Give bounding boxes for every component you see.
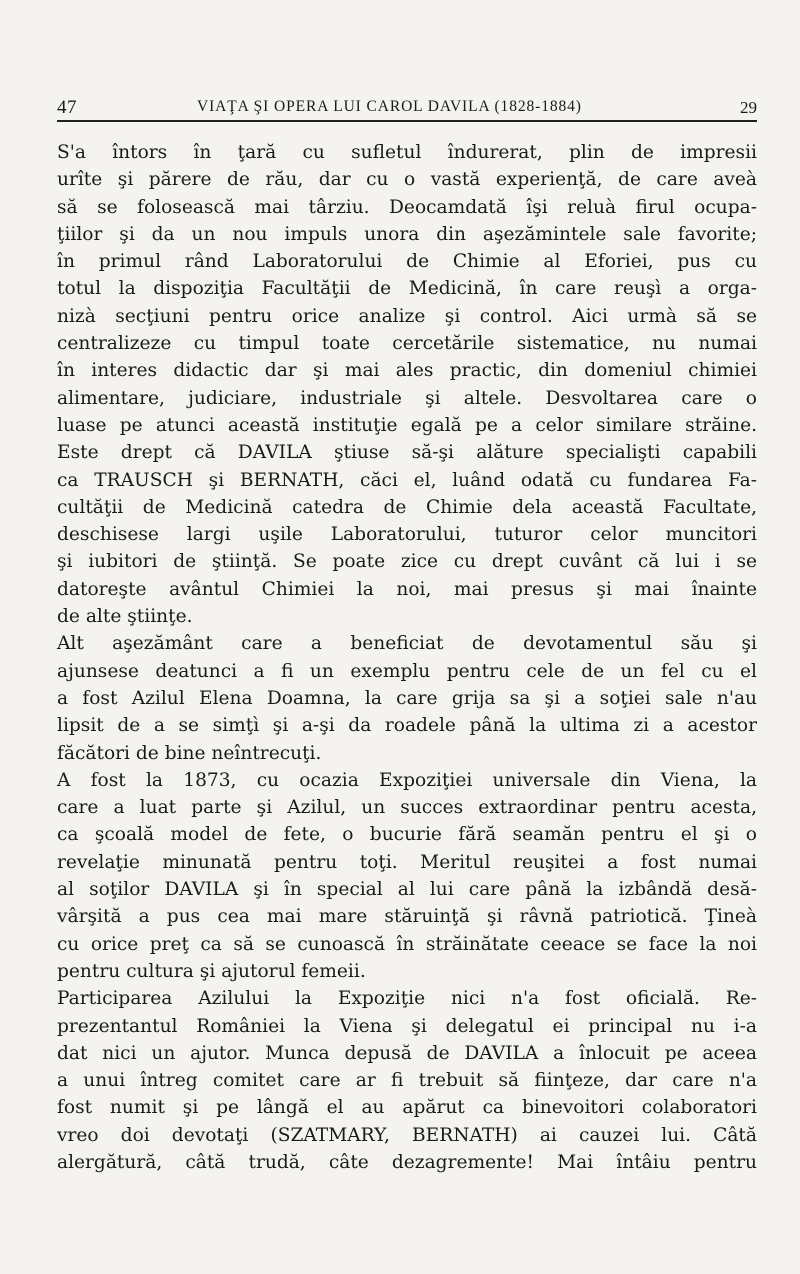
text-line: Participarea Azilului la Expoziţie nici n'a fost oficială. Re- [57,988,757,1010]
text-line: a unui întreg comitet care ar fi trebuit să fiinţeze, dar care n'a [57,1070,757,1092]
text-line: cultăţii de Medicină catedra de Chimie dela această Facultate, [57,496,757,518]
text-line: şi iubitori de ştiinţă. Se poate zice cu drept cuvânt că lui i se [57,551,757,573]
running-title: VIAŢA ŞI OPERA LUI CAROL DAVILA (1828-1884) [197,98,582,115]
text-line: în primul rând Laboratorului de Chimie al Eforiei, pus cu [57,251,757,273]
text-line: Alt aşezământ care a beneficiat de devotamentul său şi [57,633,757,655]
text-line: alergătură, câtă trudă, câte dezagremente! Mai întâiu pentru [57,1151,757,1173]
page-number-right: 29 [740,98,757,117]
text-line: revelaţie minunată pentru toţi. Meritul reuşitei a fost numai [57,851,757,873]
text-line: luase pe atunci această instituţie egală pe a celor similare străine. [57,414,757,436]
text-line: care a luat parte şi Azilul, un succes extraordinar pentru acesta, [57,797,757,819]
text-line: totul la dispoziţia Facultăţii de Medicină, în care reuşì a orga- [57,278,757,300]
text-line: lipsit de a se simţì şi a-şi da roadele până la ultima zi a acestor [57,715,757,737]
text-line: Este drept că DAVILA ştiuse să-şi alăture specialişti capabili [57,442,757,464]
text-line: făcători de bine neîntrecuţi. [57,742,322,764]
text-line: centralizeze cu timpul toate cercetările sistematice, nu numai [57,333,757,355]
text-line: pentru cultura şi ajutorul femeii. [57,960,366,982]
text-line: urîte şi părere de rău, dar cu o vastă experienţă, de care aveà [57,169,757,191]
text-line: cu orice preţ ca să se cunoască în străinătate ceeace se face la noi [57,933,757,955]
text-line: alimentare, judiciare, industriale şi altele. Desvoltarea care o [57,387,757,409]
text-line: S'a întors în ţară cu sufletul îndurerat, plin de impresii [57,142,757,163]
text-line: vârşită a pus cea mai mare stăruinţă şi râvnă patriotică. Ţineà [57,906,757,928]
text-line: de alte ştiinţe. [57,606,193,628]
text-line: vreo doi devotaţi (SZATMARY, BERNATH) ai cauzei lui. Câtă [57,1124,757,1146]
running-header [57,94,757,116]
text-line: nizà secţiuni pentru orice analize şi control. Aici urmà să se [57,305,757,327]
header-rule [57,120,757,122]
text-line: ca şcoală model de fete, o bucurie fără seamăn pentru el şi o [57,824,757,846]
text-line: al soţilor DAVILA şi în special al lui care până la izbândă desă- [57,879,757,901]
text-line: ca TRAUSCH şi BERNATH, căci el, luând odată cu fundarea Fa- [57,469,757,491]
text-line: A fost la 1873, cu ocazia Expoziţiei universale din Viena, la [57,769,757,791]
text-line: să se folosească mai târziu. Deocamdată îşi reluà firul ocupa- [57,196,757,218]
text-line: ajunsese deatunci a fi un exemplu pentru cele de un fel cu el [57,660,757,682]
text-line: deschisese largi uşile Laboratorului, tuturor celor muncitori [57,524,757,546]
text-line: dat nici un ajutor. Munca depusă de DAVILA a înlocuit pe aceea [57,1042,757,1064]
page-number-left: 47 [57,97,77,118]
text-line: fost numit şi pe lângă el au apărut ca binevoitori colaboratori [57,1097,757,1119]
text-line: a fost Azilul Elena Doamna, la care grija sa şi a soţiei sale n'au [57,687,757,709]
text-line: datoreşte avântul Chimiei la noi, mai presus şi mai înainte [57,578,757,600]
text-line: prezentantul României la Viena şi delegatul ei principal nu i-a [57,1015,757,1037]
text-line: ţiilor şi da un nou impuls unora din aşezămintele sale favorite; [57,223,757,245]
body-text [57,139,757,1176]
text-line: în interes didactic dar şi mai ales practic, din domeniul chimiei [57,360,757,382]
